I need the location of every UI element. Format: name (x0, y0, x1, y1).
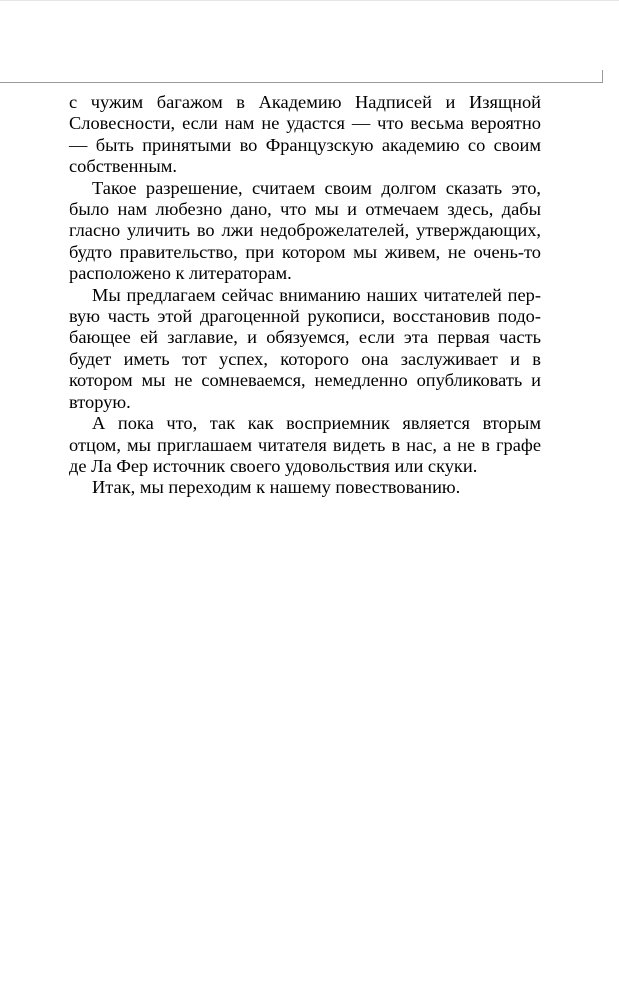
header-rule-corner (602, 70, 603, 83)
page-top-edge (0, 0, 619, 1)
paragraph-4: А пока что, так как восприемник является вторым отцом, мы приглашаем читателя видеть в нас, а не в графе де Ла Фер источник своего удовольствия или скуки. (69, 413, 541, 476)
page-body (69, 92, 541, 499)
paragraph-1: с чужим багажом в Академию Надписей и Изящной Словесности, если нам не удастся — что весьма вероятно — быть принятыми во Французскую академию со своим собственным. (69, 92, 541, 177)
paragraph-3: Мы предлагаем сейчас вниманию наших читателей первую часть этой драгоценной рукописи, восстановив подобающее ей заглавие, и обязуемся, если эта первая часть будет иметь тот успех, которого она заслуживает и в котором мы не сомневаемся, немедленно опубликовать и вторую. (69, 284, 541, 412)
paragraph-5: Итак, мы переходим к нашему повествованию. (92, 477, 461, 498)
header-rule (0, 82, 603, 83)
paragraph-2: Такое разрешение, считаем своим долгом сказать это, было нам любезно дано, что мы и отмечаем здесь, дабы гласно уличить во лжи недоброжелателей, утверждающих, будто правительство, при котором мы живем, не очень-то расположено к литераторам. (69, 177, 541, 284)
